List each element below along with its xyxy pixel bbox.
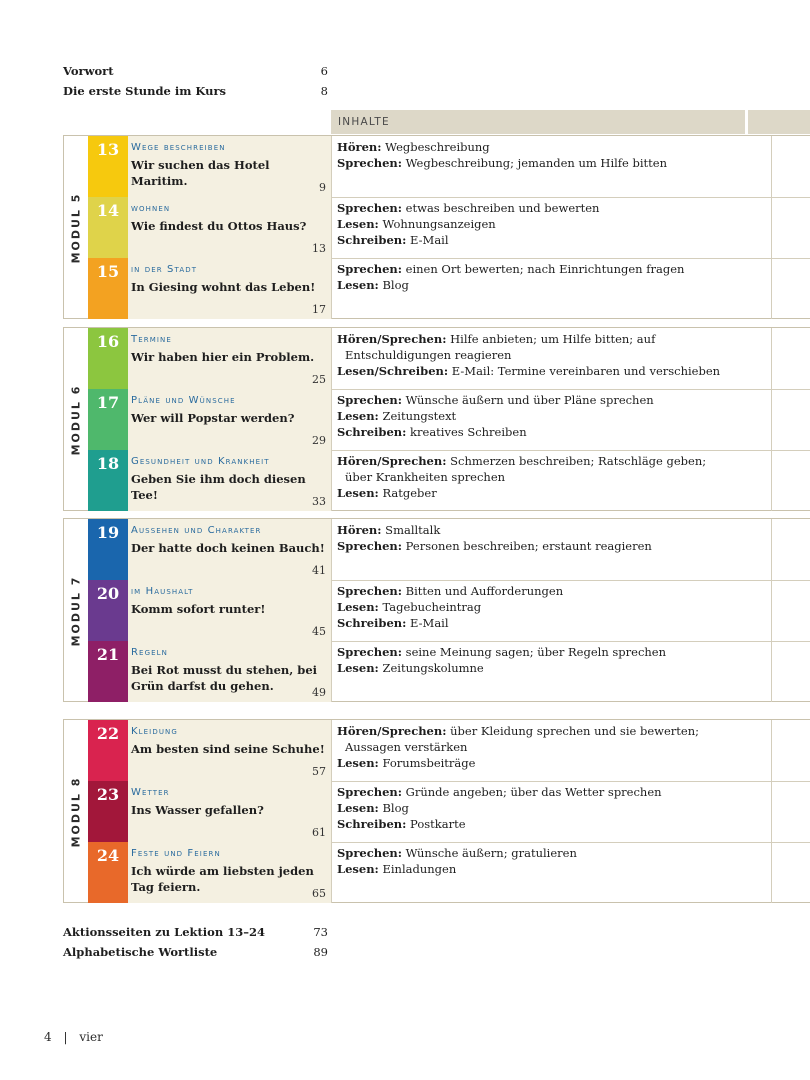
lesson-page: 9 — [319, 181, 326, 194]
toc-label: Die erste Stunde im Kurs — [63, 84, 227, 98]
lesson-title-cell — [128, 720, 332, 781]
lesson-title: Wie findest du Ottos Haus? — [131, 219, 307, 233]
lesson-page: 57 — [312, 765, 326, 778]
column-divider — [771, 197, 772, 258]
lesson-page: 49 — [312, 686, 326, 699]
content-line — [337, 615, 747, 631]
lesson-category: Gesundheit und Krankheit — [131, 456, 270, 467]
content-line — [337, 392, 747, 408]
lesson-number-block — [88, 197, 128, 258]
lesson-title-cell — [128, 136, 332, 197]
lesson-number: 14 — [96, 201, 120, 220]
skill-label: Lesen: — [337, 217, 379, 231]
lesson-row — [88, 328, 810, 389]
lesson-content — [337, 392, 747, 440]
modul-block — [63, 135, 810, 319]
skill-text: Wegbeschreibung — [381, 140, 490, 154]
skill-text: Tagebucheintrag — [378, 600, 482, 614]
column-divider — [771, 258, 772, 319]
content-line — [337, 739, 747, 755]
lesson-number: 21 — [96, 645, 120, 664]
lesson-category: Termine — [131, 334, 172, 345]
skill-label: Schreiben: — [337, 233, 407, 247]
skill-label: Lesen: — [337, 801, 379, 815]
lesson-title-cell — [128, 641, 332, 702]
lesson-row — [88, 781, 810, 842]
skill-text: E-Mail: Termine vereinbaren und verschieben — [448, 364, 721, 378]
modul-label-text: MODUL 5 — [69, 192, 83, 263]
lesson-row — [88, 641, 810, 702]
lesson-page: 33 — [312, 495, 326, 508]
lesson-content — [337, 139, 747, 171]
lesson-row — [88, 720, 810, 781]
lesson-title: Wir haben hier ein Problem. — [131, 350, 315, 364]
lesson-title-cell — [128, 197, 332, 258]
lesson-title: Wer will Popstar werden? — [131, 411, 295, 425]
skill-text: Wünsche äußern; gratulieren — [402, 846, 577, 860]
skill-label: Sprechen: — [337, 539, 403, 553]
lesson-number-block — [88, 389, 128, 450]
skill-text: etwas beschreiben und bewerten — [402, 201, 600, 215]
lesson-number: 19 — [96, 523, 120, 542]
lesson-content — [337, 200, 747, 248]
skill-text: Blog — [378, 801, 409, 815]
skill-text: Personen beschreiben; erstaunt reagieren — [402, 539, 652, 553]
lesson-category: Pläne und Wünsche — [131, 395, 236, 406]
skill-text: Wohnungsanzeigen — [378, 217, 496, 231]
modul-label-text: MODUL 8 — [69, 776, 83, 847]
column-divider — [771, 580, 772, 641]
content-line — [337, 453, 747, 469]
skill-label: Lesen/Schreiben: — [337, 364, 449, 378]
skill-text: Zeitungstext — [378, 409, 457, 423]
lesson-row — [88, 258, 810, 319]
skill-label: Sprechen: — [337, 584, 403, 598]
lesson-number-block — [88, 328, 128, 389]
content-line — [337, 644, 747, 660]
lesson-title: Geben Sie ihm doch diesen Tee! — [131, 472, 306, 502]
lesson-number: 16 — [96, 332, 120, 351]
skill-text: Bitten und Aufforderungen — [402, 584, 564, 598]
content-line — [337, 424, 747, 440]
content-line — [337, 845, 747, 861]
skill-text: Blog — [378, 278, 409, 292]
content-line — [337, 277, 747, 293]
lesson-page: 65 — [312, 887, 326, 900]
lesson-row — [88, 519, 810, 580]
lesson-number-block — [88, 450, 128, 511]
lesson-page: 41 — [312, 564, 326, 577]
modul-label — [64, 720, 88, 903]
lesson-title-cell — [128, 842, 332, 903]
lesson-number: 15 — [96, 262, 120, 281]
lesson-page: 13 — [312, 242, 326, 255]
skill-label: Lesen: — [337, 756, 379, 770]
toc-label: Vorwort — [63, 64, 114, 78]
lesson-title-cell — [128, 389, 332, 450]
lesson-row — [88, 450, 810, 511]
content-line — [337, 216, 747, 232]
lesson-number: 24 — [96, 846, 120, 865]
lesson-number: 23 — [96, 785, 120, 804]
modul-block — [63, 327, 810, 511]
skill-text: Wünsche äußern und über Pläne sprechen — [402, 393, 654, 407]
skill-text: E-Mail — [406, 233, 449, 247]
modul-label-text: MODUL 6 — [69, 384, 83, 455]
skill-text: Ratgeber — [378, 486, 437, 500]
content-line — [337, 583, 747, 599]
skill-text: über Kleidung sprechen und sie bewerten; — [446, 724, 699, 738]
lesson-content — [337, 583, 747, 631]
skill-label: Sprechen: — [337, 645, 403, 659]
lesson-category: im Haushalt — [131, 586, 194, 597]
lesson-category: Kleidung — [131, 726, 178, 737]
lesson-number: 17 — [96, 393, 120, 412]
skill-text: kreatives Schreiben — [406, 425, 527, 439]
lesson-page: 45 — [312, 625, 326, 638]
lesson-title: Wir suchen das Hotel Maritim. — [131, 158, 270, 188]
toc-label: Aktionsseiten zu Lektion 13–24 — [63, 925, 265, 939]
skill-label: Hören: — [337, 523, 382, 537]
toc-entry-wortliste — [63, 945, 330, 959]
lesson-title-cell — [128, 450, 332, 511]
lesson-number: 20 — [96, 584, 120, 603]
lesson-content — [337, 453, 747, 501]
skill-label: Lesen: — [337, 862, 379, 876]
lesson-number: 18 — [96, 454, 120, 473]
lesson-row — [88, 389, 810, 450]
toc-page: 8 — [320, 84, 328, 98]
modul-label — [64, 328, 88, 511]
lesson-title: Der hatte doch keinen Bauch! — [131, 541, 325, 555]
page-footer — [44, 1030, 103, 1044]
skill-label: Lesen: — [337, 278, 379, 292]
lesson-number-block — [88, 580, 128, 641]
skill-text: Wegbeschreibung; jemanden um Hilfe bitten — [402, 156, 668, 170]
content-line — [337, 800, 747, 816]
toc-entry-vorwort — [63, 64, 330, 78]
lesson-title: Am besten sind seine Schuhe! — [131, 742, 325, 756]
lesson-number: 22 — [96, 724, 120, 743]
content-line — [337, 861, 747, 877]
lesson-title-cell — [128, 519, 332, 580]
lesson-number-block — [88, 641, 128, 702]
lesson-category: Feste und Feiern — [131, 848, 221, 859]
column-divider — [771, 136, 772, 197]
lesson-title: Ich würde am liebsten jeden Tag feiern. — [131, 864, 314, 894]
lesson-number-block — [88, 258, 128, 319]
lesson-title: In Giesing wohnt das Leben! — [131, 280, 316, 294]
lesson-number-block — [88, 519, 128, 580]
lesson-number-block — [88, 842, 128, 903]
skill-text: einen Ort bewerten; nach Einrichtungen fragen — [402, 262, 685, 276]
lesson-title-cell — [128, 781, 332, 842]
lesson-row — [88, 580, 810, 641]
column-divider — [771, 720, 772, 781]
lesson-number: 13 — [96, 140, 120, 159]
content-line — [337, 784, 747, 800]
modul-label-text: MODUL 7 — [69, 575, 83, 646]
lesson-category: Wetter — [131, 787, 170, 798]
content-line — [337, 723, 747, 739]
skill-text: über Krankheiten sprechen — [345, 470, 506, 484]
skill-label: Hören/Sprechen: — [337, 332, 447, 346]
column-divider — [771, 641, 772, 702]
toc-entry-erste-stunde — [63, 84, 330, 98]
skill-label: Sprechen: — [337, 785, 403, 799]
toc-label: Alphabetische Wortliste — [63, 945, 218, 959]
modul-label — [64, 136, 88, 319]
toc-page: 73 — [313, 925, 328, 939]
column-divider — [771, 842, 772, 903]
skill-label: Lesen: — [337, 409, 379, 423]
toc-entry-aktionsseiten — [63, 925, 330, 939]
inhalte-header: INHALTE — [331, 110, 745, 134]
content-line — [337, 232, 747, 248]
content-line — [337, 408, 747, 424]
skill-text: Aussagen verstärken — [345, 740, 468, 754]
content-line — [337, 200, 747, 216]
lesson-title: Bei Rot musst du stehen, bei Grün darfst du gehen. — [131, 663, 318, 693]
skill-label: Schreiben: — [337, 817, 407, 831]
content-line — [337, 155, 747, 171]
content-line — [337, 331, 747, 347]
skill-text: Hilfe anbieten; um Hilfe bitten; auf — [446, 332, 656, 346]
skill-label: Sprechen: — [337, 201, 403, 215]
skill-text: Schmerzen beschreiben; Ratschläge geben; — [446, 454, 707, 468]
lesson-number-block — [88, 720, 128, 781]
skill-text: Gründe angeben; über das Wetter sprechen — [402, 785, 662, 799]
lesson-row — [88, 842, 810, 903]
content-line — [337, 538, 747, 554]
skill-text: Entschuldigungen reagieren — [345, 348, 512, 362]
lesson-page: 17 — [312, 303, 326, 316]
content-line — [337, 599, 747, 615]
page-word: vier — [79, 1030, 103, 1044]
lesson-title-cell — [128, 328, 332, 389]
lesson-title-cell — [128, 258, 332, 319]
lesson-content — [337, 723, 747, 771]
toc-page: 89 — [313, 945, 328, 959]
lesson-number-block — [88, 781, 128, 842]
content-line — [337, 347, 747, 363]
skill-label: Lesen: — [337, 600, 379, 614]
skill-label: Schreiben: — [337, 425, 407, 439]
skill-label: Lesen: — [337, 486, 379, 500]
skill-text: seine Meinung sagen; über Regeln sprechen — [402, 645, 667, 659]
header-extra-column — [748, 110, 810, 134]
modul-block — [63, 518, 810, 702]
skill-label: Sprechen: — [337, 156, 403, 170]
lesson-content — [337, 331, 747, 379]
column-divider — [771, 781, 772, 842]
skill-label: Lesen: — [337, 661, 379, 675]
content-line — [337, 363, 747, 379]
content-line — [337, 755, 747, 771]
content-line — [337, 485, 747, 501]
content-line — [337, 261, 747, 277]
skill-text: Zeitungskolumne — [378, 661, 484, 675]
content-line — [337, 139, 747, 155]
column-divider — [771, 450, 772, 511]
lesson-content — [337, 261, 747, 293]
lesson-category: wohnen — [131, 203, 171, 214]
skill-label: Sprechen: — [337, 393, 403, 407]
content-line — [337, 522, 747, 538]
lesson-row — [88, 197, 810, 258]
skill-label: Schreiben: — [337, 616, 407, 630]
modul-block — [63, 719, 810, 903]
toc-page: 6 — [320, 64, 328, 78]
skill-text: Forumsbeiträge — [378, 756, 476, 770]
modul-label — [64, 519, 88, 702]
lesson-content — [337, 644, 747, 676]
lesson-page: 61 — [312, 826, 326, 839]
content-line — [337, 469, 747, 485]
lesson-page: 25 — [312, 373, 326, 386]
lesson-category: Regeln — [131, 647, 168, 658]
lesson-content — [337, 784, 747, 832]
skill-text: Smalltalk — [381, 523, 441, 537]
lesson-content — [337, 522, 747, 554]
page-number: 4 — [44, 1030, 52, 1044]
lesson-category: Aussehen und Charakter — [131, 525, 262, 536]
lesson-page: 29 — [312, 434, 326, 447]
lesson-content — [337, 845, 747, 877]
content-line — [337, 660, 747, 676]
skill-label: Hören/Sprechen: — [337, 724, 447, 738]
lesson-category: Wege beschreiben — [131, 142, 226, 153]
content-line — [337, 816, 747, 832]
column-divider — [771, 519, 772, 580]
column-divider — [771, 389, 772, 450]
skill-label: Sprechen: — [337, 846, 403, 860]
lesson-title: Komm sofort runter! — [131, 602, 266, 616]
skill-text: E-Mail — [406, 616, 449, 630]
skill-label: Hören/Sprechen: — [337, 454, 447, 468]
skill-label: Sprechen: — [337, 262, 403, 276]
skill-text: Einladungen — [378, 862, 457, 876]
skill-label: Hören: — [337, 140, 382, 154]
skill-text: Postkarte — [406, 817, 466, 831]
lesson-title: Ins Wasser gefallen? — [131, 803, 264, 817]
lesson-title-cell — [128, 580, 332, 641]
column-divider — [771, 328, 772, 389]
lesson-category: in der Stadt — [131, 264, 198, 275]
footer-separator: | — [63, 1030, 68, 1044]
lesson-row — [88, 136, 810, 197]
lesson-number-block — [88, 136, 128, 197]
